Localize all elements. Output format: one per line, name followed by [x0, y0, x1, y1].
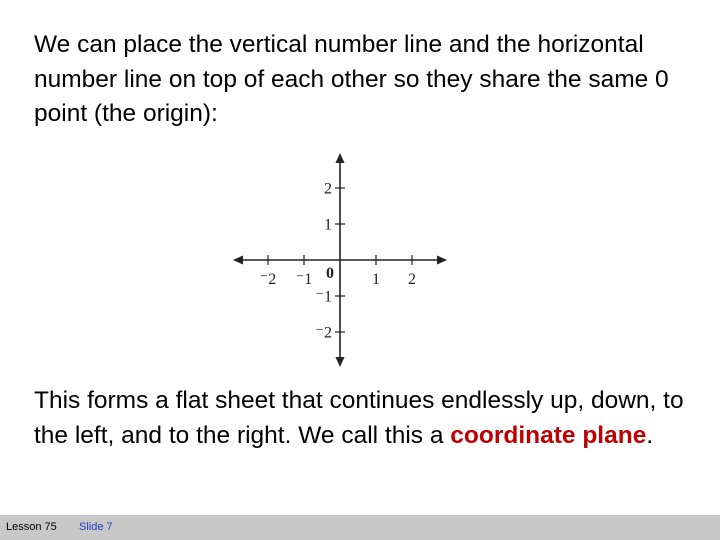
x-tick-label: 1 — [372, 271, 380, 288]
right-arrow-icon — [437, 256, 447, 265]
y-tick-label: 1 — [324, 216, 332, 234]
slide-number: Slide 7 — [79, 521, 113, 533]
up-arrow-icon — [336, 153, 345, 163]
outro-paragraph — [34, 384, 684, 453]
left-arrow-icon — [233, 256, 243, 265]
lesson-label: Lesson 75 — [6, 521, 57, 533]
x-tick-label: ⁻1 — [295, 271, 313, 288]
y-tick-label: ⁻2 — [315, 324, 332, 342]
y-tick-label: 2 — [324, 180, 332, 198]
y-tick-label: ⁻1 — [315, 288, 332, 306]
outro-text: This forms a flat sheet that continues endlessly up, down, to the left, and to the right. We call this a — [34, 387, 684, 449]
down-arrow-icon — [336, 357, 345, 367]
origin-label: 0 — [326, 265, 334, 282]
x-tick-label: 2 — [408, 271, 416, 288]
x-tick-label: ⁻2 — [259, 271, 277, 288]
coordinate-plane-term: coordinate plane — [450, 421, 647, 449]
intro-paragraph: We can place the vertical number line and the horizontal number line on top of each other so they share the same 0 point (the origin): — [34, 31, 669, 127]
footer-bar — [0, 515, 720, 540]
outro-period: . — [646, 421, 654, 449]
